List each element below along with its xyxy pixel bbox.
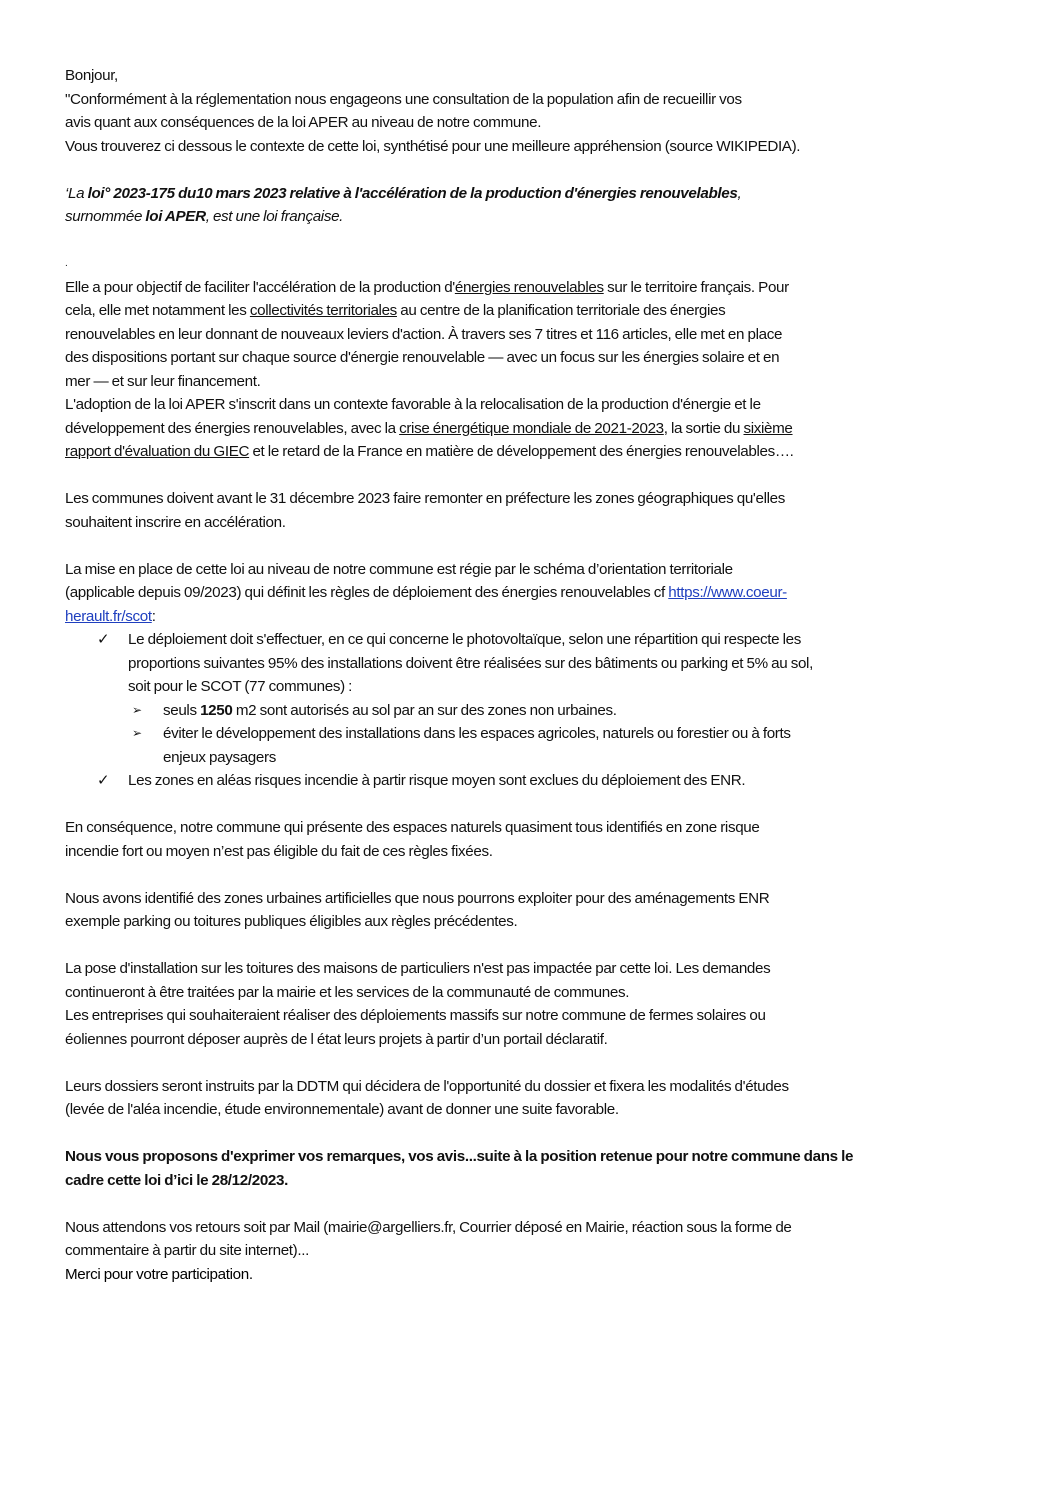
greeting: Bonjour, (65, 67, 118, 84)
deadline-line: Les communes doivent avant le 31 décembre 2023 faire remonter en préfecture les zones géographiques qu'elles (65, 490, 785, 507)
consequence-line: incendie fort ou moyen n’est pas éligible du fait de ces règles fixées. (65, 842, 493, 860)
checkmark-icon: ✓ (97, 772, 110, 789)
law-nickname-line: surnommée loi APER, est une loi française. (65, 208, 344, 225)
private-line: éoliennes pourront déposer auprès de l état leurs projets à partir d’un portail déclaratif. (65, 1030, 608, 1048)
private-line: La pose d'installation sur les toitures des maisons de particuliers n'est pas impactée par cette loi. Les demandes (65, 960, 771, 977)
context-line: développement des énergies renouvelables, avec la crise énergétique mondiale de 2021-2023, la sortie du sixième (65, 419, 793, 437)
scot-url-link[interactable]: https://www.coeur- (668, 584, 787, 601)
sub-rule-item: ➢ seuls 1250 m2 sont autorisés au sol par an sur des zones non urbaines. (65, 699, 1005, 723)
consequence-line: En conséquence, notre commune qui présente des espaces naturels quasiment tous identifiés en zone risque (65, 819, 760, 836)
intro-line: Vous trouverez ci dessous le contexte de cette loi, synthétisé pour une meilleure appréhension (source WIKIPEDIA). (65, 137, 801, 155)
objective-line: cela, elle met notamment les collectivités territoriales au centre de la planification territoriale des énergies (65, 302, 726, 319)
context-line: rapport d'évaluation du GIEC et le retard de la France en matière de développement des énergies renouvelables…. (65, 443, 794, 460)
rules-list (65, 628, 1005, 793)
checkmark-icon: ✓ (97, 631, 110, 648)
intro-line: "Conformément à la réglementation nous engageons une consultation de la population afin de recueillir vos (65, 90, 742, 108)
stray-dot: . (65, 258, 68, 269)
contact-line: Nous attendons vos retours soit par Mail (mairie@argelliers.fr, Courrier déposé en Mairie, réaction sous la forme de (65, 1218, 792, 1236)
letter-document (65, 64, 1005, 1286)
sub-rule-item: ➢ éviter le développement des installations dans les espaces agricoles, naturels ou forestier ou à forts enjeux paysagers (65, 722, 1005, 769)
law-title-line: ‘La loi° 2023-175 du10 mars 2023 relative à l'accélération de la production d'énergies renouvelables, (65, 184, 742, 202)
call-to-action-line: cadre cette loi d’ici le 28/12/2023. (65, 1171, 288, 1189)
objective-line: des dispositions portant sur chaque source d'énergie renouvelable — avec un focus sur les énergies solaire et en (65, 349, 780, 366)
deadline-line: souhaitent inscrire en accélération. (65, 513, 286, 531)
link-energies-renouvelables[interactable]: énergies renouvelables (454, 278, 604, 296)
urban-zones-line: Nous avons identifié des zones urbaines artificielles que nous pourrons exploiter pour des aménagements ENR (65, 889, 770, 907)
scot-line: herault.fr/scot: (65, 607, 156, 625)
arrowhead-icon: ➢ (132, 702, 142, 717)
urban-zones-line: exemple parking ou toitures publiques éligibles aux règles précédentes. (65, 913, 518, 930)
rule-item: ✓ Le déploiement doit s'effectuer, en ce qui concerne le photovoltaïque, selon une répartition qui respecte les proportions suivantes 95% des installations doivent être réalisées sur des bâtiments ou parking et 5% au sol, soit pour le SCOT (77 communes) : (65, 628, 1005, 699)
objective-line: renouvelables en leur donnant de nouveaux leviers d'action. À travers ses 7 titres et 116 articles, elle met en place (65, 325, 783, 343)
link-rapport-giec[interactable]: rapport d'évaluation du GIEC (65, 443, 250, 460)
link-rapport-giec[interactable]: sixième (743, 419, 793, 437)
call-to-action-line: Nous vous proposons d'exprimer vos remarques, vos avis...suite à la position retenue pour notre commune dans le (65, 1148, 854, 1165)
private-line: Les entreprises qui souhaiteraient réaliser des déploiements massifs sur notre commune de fermes solaires ou (65, 1007, 766, 1024)
arrowhead-icon: ➢ (132, 726, 142, 740)
contact-line: commentaire à partir du site internet)... (65, 1242, 309, 1259)
link-crise-energetique[interactable]: crise énergétique mondiale de 2021-2023 (399, 419, 664, 437)
private-line: continueront à être traitées par la mairie et les services de la communauté de communes. (65, 983, 630, 1001)
scot-line: (applicable depuis 09/2023) qui définit les règles de déploiement des énergies renouvelables cf https://www.coeur- (65, 584, 787, 601)
ddtm-line: Leurs dossiers seront instruits par la DDTM qui décidera de l'opportunité du dossier et fixera les modalités d'études (65, 1077, 789, 1095)
rule-item: ✓ Les zones en aléas risques incendie à partir risque moyen sont exclues du déploiement des ENR. (65, 769, 1005, 793)
scot-line: La mise en place de cette loi au niveau de notre commune est régie par le schéma d’orientation territoriale (65, 560, 733, 578)
scot-url-link[interactable]: herault.fr/scot (65, 607, 152, 625)
link-collectivites-territoriales[interactable]: collectivités territoriales (249, 302, 397, 319)
thanks-line: Merci pour votre participation. (65, 1265, 253, 1283)
objective-line: mer — et sur leur financement. (65, 372, 261, 390)
ddtm-line: (levée de l'aléa incendie, étude environnementale) avant de donner une suite favorable. (65, 1101, 619, 1118)
objective-line: Elle a pour objectif de faciliter l'accélération de la production d'énergies renouvelables sur le territoire français. Pour (65, 278, 789, 296)
context-line: L'adoption de la loi APER s'inscrit dans un contexte favorable à la relocalisation de la production d'énergie et le (65, 396, 761, 413)
intro-line: avis quant aux conséquences de la loi APER au niveau de notre commune. (65, 114, 542, 131)
